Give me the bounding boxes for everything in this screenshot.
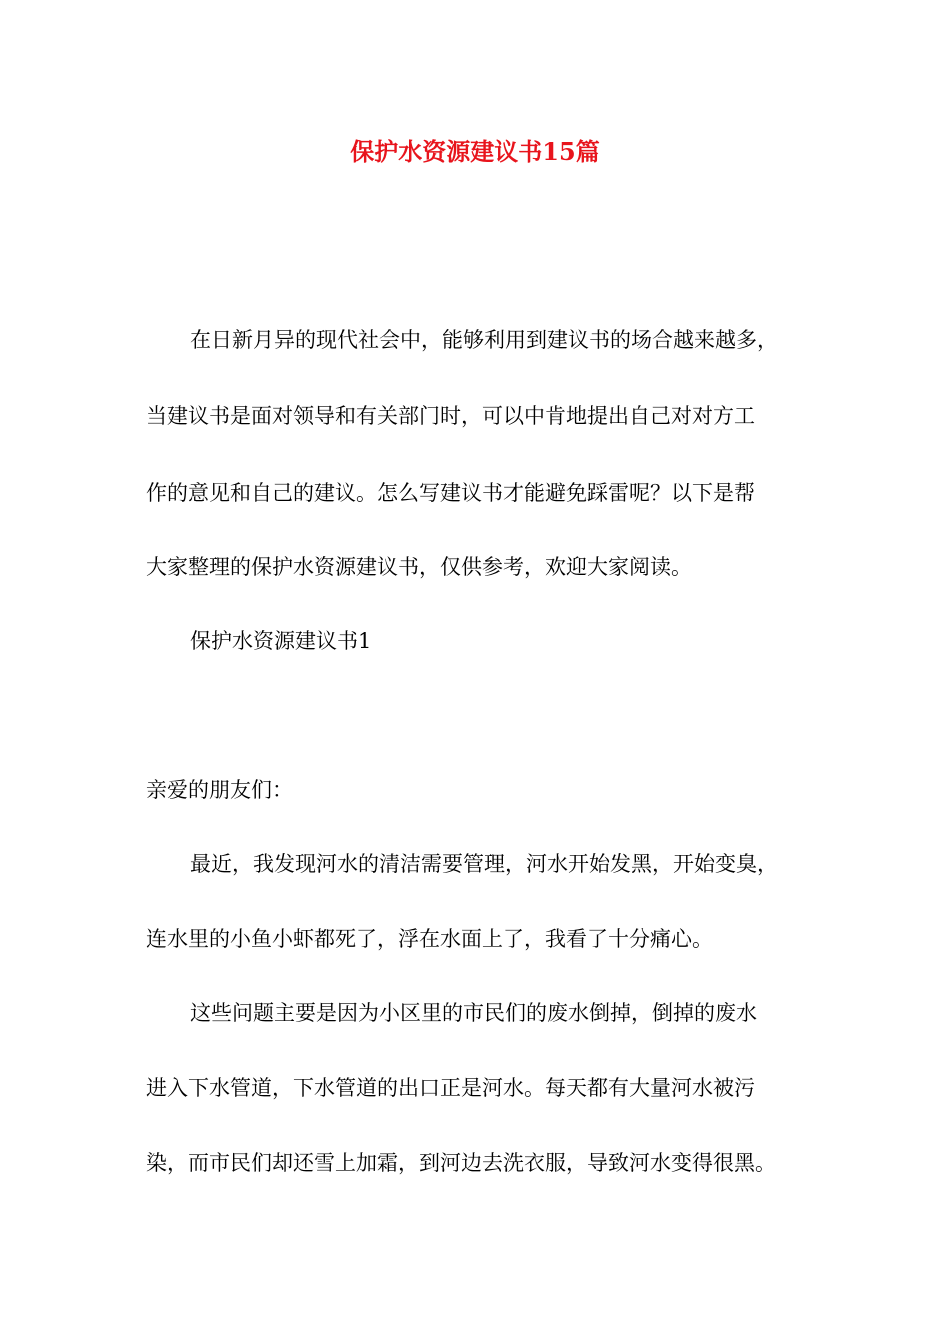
paragraph-line: 这些问题主要是因为小区里的市民们的废水倒掉，倒掉的废水 [190, 1001, 757, 1025]
paragraph-line: 染，而市民们却还雪上加霜，到河边去洗衣服，导致河水变得很黑。 [146, 1151, 776, 1175]
paragraph-line: 在日新月异的现代社会中，能够利用到建议书的场合越来越多， [190, 328, 778, 352]
paragraph-line: 作的意见和自己的建议。怎么写建议书才能避免踩雷呢？以下是帮 [146, 481, 755, 505]
paragraph-line: 连水里的小鱼小虾都死了，浮在水面上了，我看了十分痛心。 [146, 927, 713, 951]
paragraph-line: 最近，我发现河水的清洁需要管理，河水开始发黑，开始变臭， [190, 852, 778, 876]
document-title: 保护水资源建议书15篇 [350, 137, 600, 166]
salutation: 亲爱的朋友们： [146, 778, 293, 802]
section-heading: 保护水资源建议书1 [190, 629, 372, 653]
paragraph-line: 进入下水管道，下水管道的出口正是河水。每天都有大量河水被污 [146, 1076, 755, 1100]
paragraph-line: 大家整理的保护水资源建议书，仅供参考，欢迎大家阅读。 [146, 555, 692, 579]
paragraph-line: 当建议书是面对领导和有关部门时，可以中肯地提出自己对对方工 [146, 404, 755, 428]
